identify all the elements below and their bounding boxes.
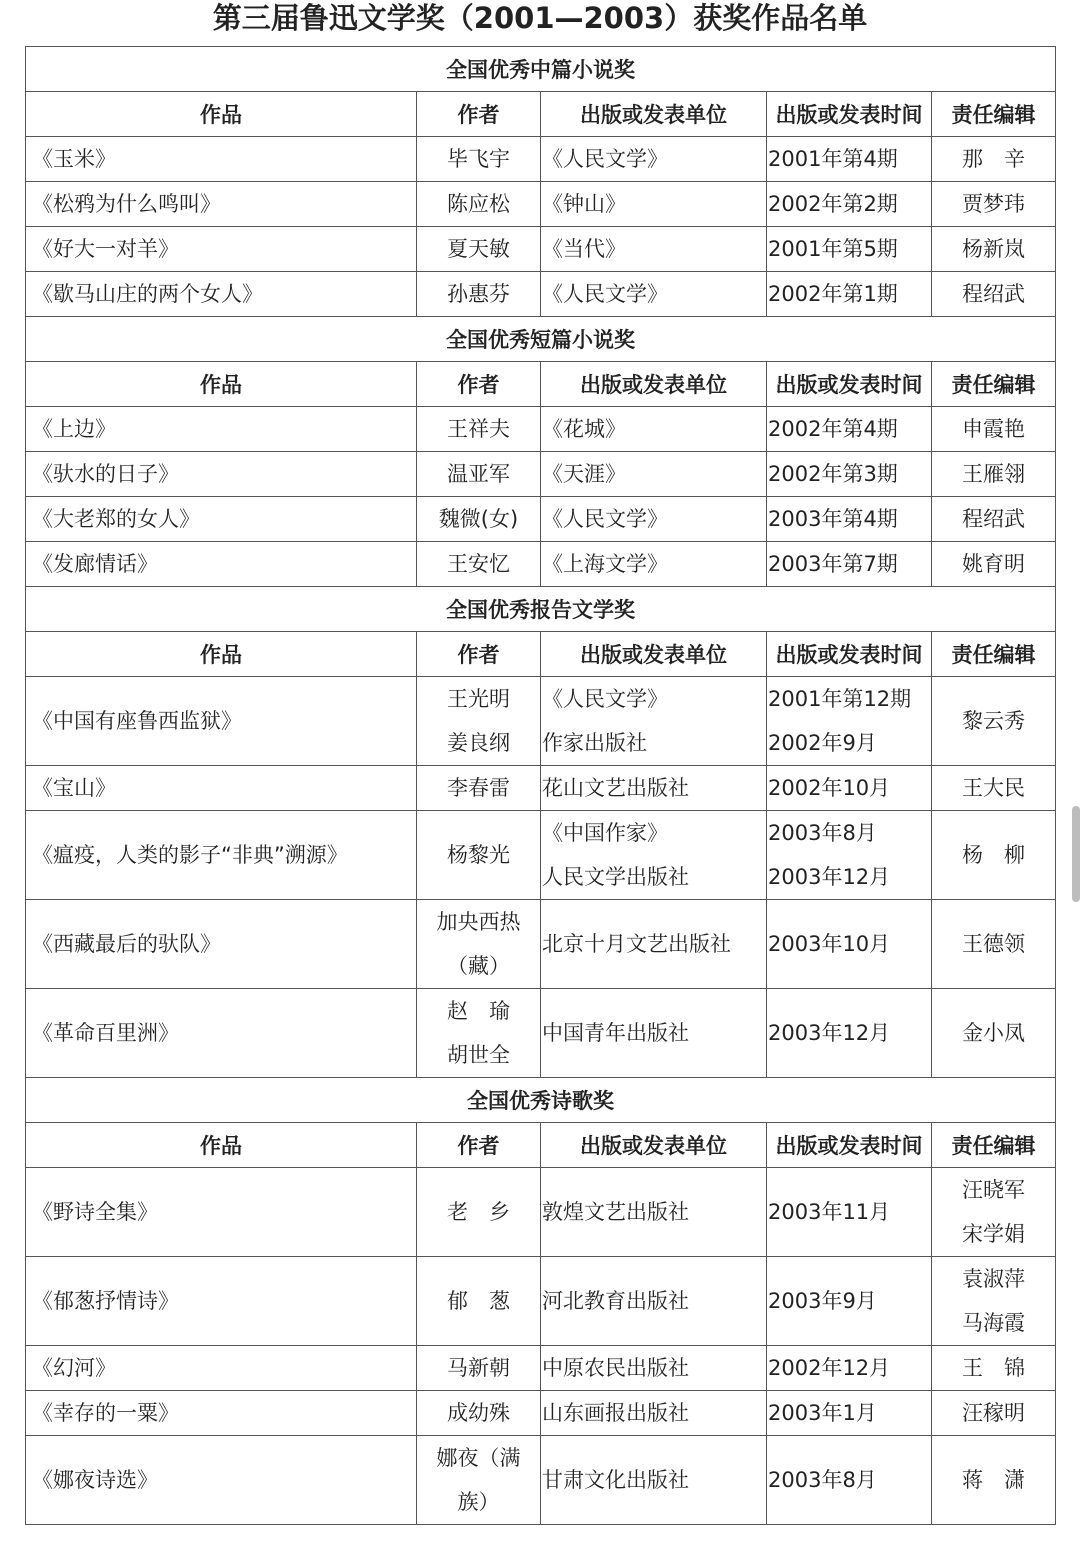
author-line: 娜夜（满 — [436, 1446, 521, 1470]
column-header-author: 作者 — [417, 632, 541, 677]
cell-editor — [932, 766, 1056, 811]
cell-time — [767, 766, 932, 811]
editor-line: 汪稼明 — [962, 1401, 1025, 1425]
editor-line: 那 辛 — [962, 147, 1025, 171]
cell-time — [767, 542, 932, 587]
cell-author — [417, 677, 541, 766]
time-line: 2003年8月 — [768, 821, 877, 845]
publisher-line: 《人民文学》 — [542, 687, 668, 711]
cell-title — [26, 1391, 417, 1436]
time-line: 2001年第5期 — [768, 237, 898, 261]
author-line: 李春雷 — [447, 776, 510, 800]
publisher-line: 北京十月文艺出版社 — [542, 932, 731, 956]
cell-editor — [932, 137, 1056, 182]
column-header-row — [26, 362, 1056, 407]
table-row — [26, 227, 1056, 272]
time-line: 2003年9月 — [768, 1289, 877, 1313]
table-row — [26, 1168, 1056, 1257]
column-header-row — [26, 1123, 1056, 1168]
cell-time — [767, 1168, 932, 1257]
cell-time — [767, 811, 932, 900]
editor-line: 贾梦玮 — [962, 192, 1025, 216]
cell-time — [767, 227, 932, 272]
cell-title — [26, 1346, 417, 1391]
cell-publisher — [541, 1436, 767, 1525]
author-line: 胡世全 — [447, 1043, 510, 1067]
publisher-line: 《人民文学》 — [542, 147, 668, 171]
author-line: 马新朝 — [447, 1356, 510, 1380]
cell-editor — [932, 811, 1056, 900]
editor-line: 黎云秀 — [962, 709, 1025, 733]
column-header-time: 出版或发表时间 — [767, 1123, 932, 1168]
time-line: 2003年1月 — [768, 1401, 877, 1425]
cell-publisher — [541, 766, 767, 811]
work-title: 《上边》 — [32, 417, 116, 441]
column-header-author: 作者 — [417, 1123, 541, 1168]
work-title: 《瘟疫，人类的影子“非典”溯源》 — [32, 843, 348, 867]
publisher-line: 《钟山》 — [542, 192, 626, 216]
editor-line: 王 锦 — [962, 1356, 1025, 1380]
column-header-title: 作品 — [26, 632, 417, 677]
cell-editor — [932, 677, 1056, 766]
table-row — [26, 989, 1056, 1078]
cell-time — [767, 1346, 932, 1391]
awards-table — [25, 46, 1056, 1525]
author-line: 王安忆 — [447, 552, 510, 576]
column-header-time: 出版或发表时间 — [767, 362, 932, 407]
column-header-title: 作品 — [26, 362, 417, 407]
table-row — [26, 182, 1056, 227]
cell-author — [417, 542, 541, 587]
cell-author — [417, 407, 541, 452]
table-row — [26, 1346, 1056, 1391]
cell-time — [767, 182, 932, 227]
editor-line: 宋学娟 — [962, 1222, 1025, 1246]
editor-line: 蒋 潇 — [962, 1468, 1025, 1492]
cell-title — [26, 497, 417, 542]
cell-editor — [932, 182, 1056, 227]
cell-editor — [932, 989, 1056, 1078]
time-line: 2003年10月 — [768, 932, 891, 956]
time-line: 2003年11月 — [768, 1200, 891, 1224]
time-line: 2003年8月 — [768, 1468, 877, 1492]
publisher-line: 作家出版社 — [542, 731, 647, 755]
work-title: 《革命百里洲》 — [32, 1021, 179, 1045]
cell-time — [767, 900, 932, 989]
cell-editor — [932, 1436, 1056, 1525]
cell-title — [26, 900, 417, 989]
work-title: 《发廊情话》 — [32, 552, 158, 576]
cell-time — [767, 497, 932, 542]
cell-title — [26, 272, 417, 317]
time-line: 2002年第3期 — [768, 462, 898, 486]
work-title: 《野诗全集》 — [32, 1200, 158, 1224]
cell-editor — [932, 1346, 1056, 1391]
column-header-time: 出版或发表时间 — [767, 632, 932, 677]
cell-title — [26, 452, 417, 497]
cell-author — [417, 452, 541, 497]
table-row — [26, 766, 1056, 811]
cell-editor — [932, 1168, 1056, 1257]
cell-author — [417, 227, 541, 272]
cell-editor — [932, 542, 1056, 587]
work-title: 《大老郑的女人》 — [32, 507, 200, 531]
cell-author — [417, 1346, 541, 1391]
column-header-author: 作者 — [417, 362, 541, 407]
cell-editor — [932, 407, 1056, 452]
cell-time — [767, 407, 932, 452]
author-line: 王祥夫 — [447, 417, 510, 441]
work-title: 《娜夜诗选》 — [32, 1468, 158, 1492]
work-title: 《郁葱抒情诗》 — [32, 1289, 179, 1313]
editor-line: 王大民 — [962, 776, 1025, 800]
table-row — [26, 452, 1056, 497]
column-header-editor: 责任编辑 — [932, 632, 1056, 677]
column-header-publisher: 出版或发表单位 — [541, 92, 767, 137]
column-header-publisher: 出版或发表单位 — [541, 362, 767, 407]
publisher-line: 河北教育出版社 — [542, 1289, 689, 1313]
cell-editor — [932, 497, 1056, 542]
time-line: 2003年12月 — [768, 865, 891, 889]
author-line: 郁 葱 — [447, 1289, 510, 1313]
editor-line: 马海霞 — [962, 1311, 1025, 1335]
column-header-time: 出版或发表时间 — [767, 92, 932, 137]
publisher-line: 《上海文学》 — [542, 552, 668, 576]
author-line: 毕飞宇 — [447, 147, 510, 171]
author-line: 族） — [457, 1490, 500, 1514]
section-header-row — [26, 1078, 1056, 1123]
author-line: 姜良纲 — [447, 731, 510, 755]
cell-title — [26, 407, 417, 452]
table-row — [26, 497, 1056, 542]
cell-editor — [932, 1391, 1056, 1436]
work-title: 《驮水的日子》 — [32, 462, 179, 486]
table-row — [26, 137, 1056, 182]
time-line: 2002年12月 — [768, 1356, 891, 1380]
cell-title — [26, 677, 417, 766]
cell-publisher — [541, 542, 767, 587]
column-header-author: 作者 — [417, 92, 541, 137]
publisher-line: 《花城》 — [542, 417, 626, 441]
cell-title — [26, 1257, 417, 1346]
cell-author — [417, 1168, 541, 1257]
cell-title — [26, 811, 417, 900]
work-title: 《幸存的一粟》 — [32, 1401, 179, 1425]
column-header-publisher: 出版或发表单位 — [541, 1123, 767, 1168]
cell-author — [417, 811, 541, 900]
cell-time — [767, 1391, 932, 1436]
cell-title — [26, 227, 417, 272]
publisher-line: 山东画报出版社 — [542, 1401, 689, 1425]
cell-time — [767, 452, 932, 497]
editor-line: 姚育明 — [962, 552, 1025, 576]
column-header-editor: 责任编辑 — [932, 92, 1056, 137]
editor-line: 王雁翎 — [962, 462, 1025, 486]
cell-title — [26, 989, 417, 1078]
author-line: 老 乡 — [447, 1200, 510, 1224]
publisher-line: 甘肃文化出版社 — [542, 1468, 689, 1492]
cell-publisher — [541, 227, 767, 272]
author-line: 夏天敏 — [447, 237, 510, 261]
cell-publisher — [541, 811, 767, 900]
editor-line: 程绍武 — [962, 282, 1025, 306]
cell-author — [417, 182, 541, 227]
cell-editor — [932, 900, 1056, 989]
cell-publisher — [541, 407, 767, 452]
editor-line: 程绍武 — [962, 507, 1025, 531]
time-line: 2001年第12期 — [768, 687, 912, 711]
cell-publisher — [541, 677, 767, 766]
cell-publisher — [541, 1391, 767, 1436]
column-header-row — [26, 92, 1056, 137]
cell-title — [26, 766, 417, 811]
cell-publisher — [541, 1346, 767, 1391]
cell-publisher — [541, 182, 767, 227]
cell-time — [767, 989, 932, 1078]
cell-time — [767, 272, 932, 317]
cell-editor — [932, 452, 1056, 497]
table-row — [26, 1257, 1056, 1346]
cell-publisher — [541, 272, 767, 317]
cell-title — [26, 542, 417, 587]
scrollbar-thumb[interactable] — [1072, 806, 1080, 902]
cell-title — [26, 182, 417, 227]
table-row — [26, 900, 1056, 989]
author-line: 魏微(女) — [438, 507, 519, 531]
section-header: 全国优秀短篇小说奖 — [26, 317, 1056, 362]
section-header: 全国优秀报告文学奖 — [26, 587, 1056, 632]
page-title: 第三届鲁迅文学奖（2001—2003）获奖作品名单 — [212, 1, 868, 35]
publisher-line: 中原农民出版社 — [542, 1356, 689, 1380]
cell-publisher — [541, 497, 767, 542]
table-row — [26, 407, 1056, 452]
editor-line: 汪晓军 — [962, 1178, 1025, 1202]
editor-line: 杨新岚 — [962, 237, 1025, 261]
time-line: 2002年第4期 — [768, 417, 898, 441]
publisher-line: 《天涯》 — [542, 462, 626, 486]
editor-line: 金小凤 — [962, 1021, 1025, 1045]
publisher-line: 《当代》 — [542, 237, 626, 261]
column-header-publisher: 出版或发表单位 — [541, 632, 767, 677]
cell-publisher — [541, 989, 767, 1078]
time-line: 2003年第4期 — [768, 507, 898, 531]
cell-author — [417, 272, 541, 317]
publisher-line: 《人民文学》 — [542, 507, 668, 531]
time-line: 2001年第4期 — [768, 147, 898, 171]
editor-line: 杨 柳 — [962, 843, 1025, 867]
section-header-row — [26, 47, 1056, 92]
time-line: 2003年第7期 — [768, 552, 898, 576]
author-line: 孙惠芬 — [447, 282, 510, 306]
cell-publisher — [541, 137, 767, 182]
publisher-line: 花山文艺出版社 — [542, 776, 689, 800]
column-header-editor: 责任编辑 — [932, 1123, 1056, 1168]
table-row — [26, 1436, 1056, 1525]
cell-publisher — [541, 1257, 767, 1346]
work-title: 《西藏最后的驮队》 — [32, 932, 221, 956]
column-header-editor: 责任编辑 — [932, 362, 1056, 407]
column-header-title: 作品 — [26, 1123, 417, 1168]
time-line: 2003年12月 — [768, 1021, 891, 1045]
cell-time — [767, 1257, 932, 1346]
time-line: 2002年第1期 — [768, 282, 898, 306]
work-title: 《好大一对羊》 — [32, 237, 179, 261]
publisher-line: 敦煌文艺出版社 — [542, 1200, 689, 1224]
cell-author — [417, 137, 541, 182]
work-title: 《中国有座鲁西监狱》 — [32, 709, 242, 733]
author-line: 赵 瑜 — [447, 999, 510, 1023]
cell-time — [767, 677, 932, 766]
work-title: 《歇马山庄的两个女人》 — [32, 282, 263, 306]
awards-table-body — [26, 47, 1056, 1525]
cell-author — [417, 497, 541, 542]
cell-editor — [932, 1257, 1056, 1346]
editor-line: 王德领 — [962, 932, 1025, 956]
work-title: 《宝山》 — [32, 776, 116, 800]
publisher-line: 《人民文学》 — [542, 282, 668, 306]
cell-title — [26, 137, 417, 182]
table-row — [26, 272, 1056, 317]
work-title: 《幻河》 — [32, 1356, 116, 1380]
publisher-line: 中国青年出版社 — [542, 1021, 689, 1045]
cell-time — [767, 1436, 932, 1525]
cell-editor — [932, 227, 1056, 272]
section-header-row — [26, 317, 1056, 362]
cell-author — [417, 900, 541, 989]
column-header-row — [26, 632, 1056, 677]
section-header-row — [26, 587, 1056, 632]
cell-author — [417, 766, 541, 811]
cell-author — [417, 989, 541, 1078]
time-line: 2002年10月 — [768, 776, 891, 800]
cell-author — [417, 1436, 541, 1525]
section-header: 全国优秀中篇小说奖 — [26, 47, 1056, 92]
publisher-line: 《中国作家》 — [542, 821, 668, 845]
cell-editor — [932, 272, 1056, 317]
author-line: 加央西热 — [436, 910, 521, 934]
editor-line: 申霞艳 — [962, 417, 1025, 441]
time-line: 2002年第2期 — [768, 192, 898, 216]
author-line: 温亚军 — [447, 462, 510, 486]
author-line: 陈应松 — [447, 192, 510, 216]
table-row — [26, 1391, 1056, 1436]
cell-title — [26, 1436, 417, 1525]
table-row — [26, 811, 1056, 900]
publisher-line: 人民文学出版社 — [542, 865, 689, 889]
editor-line: 袁淑萍 — [962, 1267, 1025, 1291]
cell-publisher — [541, 452, 767, 497]
column-header-title: 作品 — [26, 92, 417, 137]
table-row — [26, 677, 1056, 766]
author-line: （藏） — [447, 954, 510, 978]
section-header: 全国优秀诗歌奖 — [26, 1078, 1056, 1123]
cell-publisher — [541, 900, 767, 989]
work-title: 《玉米》 — [32, 147, 116, 171]
author-line: 王光明 — [447, 687, 510, 711]
cell-title — [26, 1168, 417, 1257]
cell-author — [417, 1391, 541, 1436]
work-title: 《松鸦为什么鸣叫》 — [32, 192, 221, 216]
cell-publisher — [541, 1168, 767, 1257]
time-line: 2002年9月 — [768, 731, 877, 755]
table-row — [26, 542, 1056, 587]
author-line: 杨黎光 — [447, 843, 510, 867]
cell-time — [767, 137, 932, 182]
cell-author — [417, 1257, 541, 1346]
author-line: 成幼殊 — [447, 1401, 510, 1425]
